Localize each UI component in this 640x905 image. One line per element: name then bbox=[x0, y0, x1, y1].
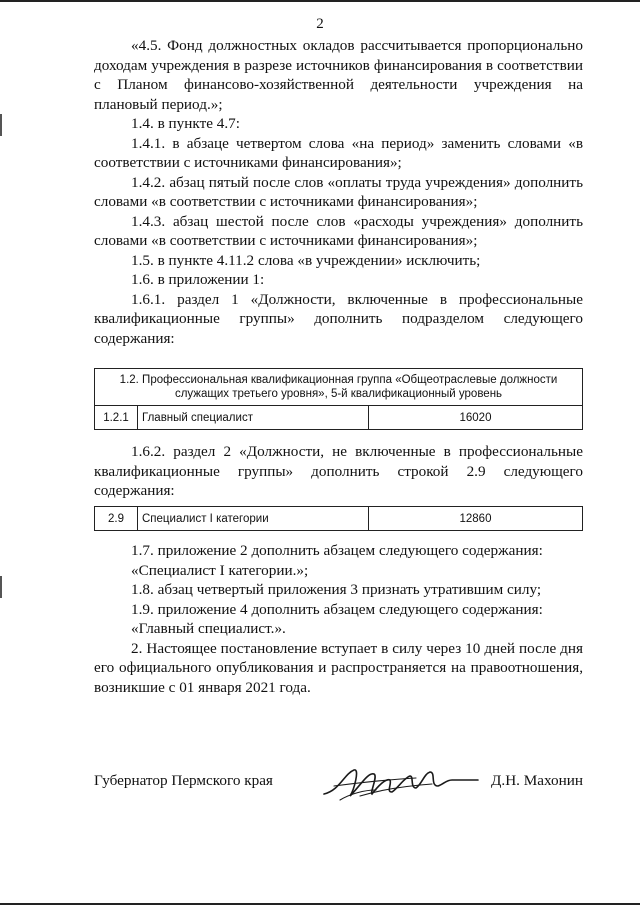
paragraph-1-8: 1.8. абзац четвертый приложения 3 признать утратившим силу; bbox=[131, 581, 542, 598]
signatory-name: Д.Н. Махонин bbox=[491, 772, 583, 789]
paragraph-quote-specialist: «Специалист I категории.»; bbox=[131, 561, 309, 579]
table-cell-position: Главный специалист bbox=[138, 406, 369, 430]
body-text-top bbox=[94, 36, 583, 348]
paragraph-quote-chief: «Главный специалист.». bbox=[131, 620, 286, 637]
paragraph-1-6-2: 1.6.2. раздел 2 «Должности, не включенные в профессиональные квалификационные группы» дополнить строкой 2.9 следующего содержания: bbox=[94, 443, 583, 499]
handwritten-signature bbox=[320, 760, 480, 804]
page-number: 2 bbox=[316, 16, 324, 32]
paragraph-1-4-1: 1.4.1. в абзаце четвертом слова «на период» заменить словами «в соответствии с источниками финансирования»; bbox=[94, 134, 583, 171]
table-cell-salary: 16020 bbox=[369, 406, 583, 430]
paragraph-1-9: 1.9. приложение 4 дополнить абзацем следующего содержания: bbox=[131, 600, 543, 618]
paragraph-1-4: 1.4. в пункте 4.7: bbox=[131, 115, 240, 132]
positions-table bbox=[94, 506, 583, 531]
table-cell-salary: 12860 bbox=[369, 507, 583, 531]
table-row bbox=[95, 507, 583, 531]
paragraph-2: 2. Настоящее постановление вступает в силу через 10 дней после дня его официального опубликования и распространяется на правоотношения, возникшие с 01 января 2021 года. bbox=[94, 639, 583, 696]
body-text-middle bbox=[94, 442, 583, 501]
paragraph-1-4-2: 1.4.2. абзац пятый после слов «оплаты труда учреждения» дополнить словами «в соответствии с источниками финансирования»; bbox=[94, 173, 583, 210]
body-text-bottom bbox=[94, 541, 583, 697]
scan-border-top bbox=[0, 0, 640, 2]
table-cell-code: 2.9 bbox=[95, 507, 138, 531]
paragraph-1-6-1: 1.6.1. раздел 1 «Должности, включенные в профессиональные квалификационные группы» дополнить подразделом следующего содержания: bbox=[94, 290, 583, 347]
table-row bbox=[95, 406, 583, 430]
paragraph-1-6: 1.6. в приложении 1: bbox=[131, 271, 265, 288]
paragraph-4-5: «4.5. Фонд должностных окладов рассчитывается пропорционально доходам учреждения в разрезе источников финансирования в соответствии с Планом финансово-хозяйственной деятельности учреждения на плановый период.»; bbox=[94, 37, 583, 113]
paragraph-1-4-3: 1.4.3. абзац шестой после слов «расходы учреждения» дополнить словами «в соответствии с источниками финансирования»; bbox=[94, 212, 583, 249]
table-cell-position: Специалист I категории bbox=[138, 507, 369, 531]
signature-block bbox=[94, 766, 583, 806]
qualification-table bbox=[94, 368, 583, 430]
table-header-row bbox=[95, 369, 583, 406]
scan-edge-mark bbox=[0, 576, 2, 598]
paragraph-1-7: 1.7. приложение 2 дополнить абзацем следующего содержания: bbox=[131, 542, 543, 559]
signatory-position: Губернатор Пермского края bbox=[94, 772, 273, 789]
table-cell-code: 1.2.1 bbox=[95, 406, 138, 430]
table-header-cell: 1.2. Профессиональная квалификационная группа «Общеотраслевые должности служащих третьего уровня», 5-й квалификационный уровень bbox=[95, 369, 583, 406]
paragraph-1-5: 1.5. в пункте 4.11.2 слова «в учреждении» исключить; bbox=[131, 251, 481, 269]
scan-edge-mark bbox=[0, 114, 2, 136]
